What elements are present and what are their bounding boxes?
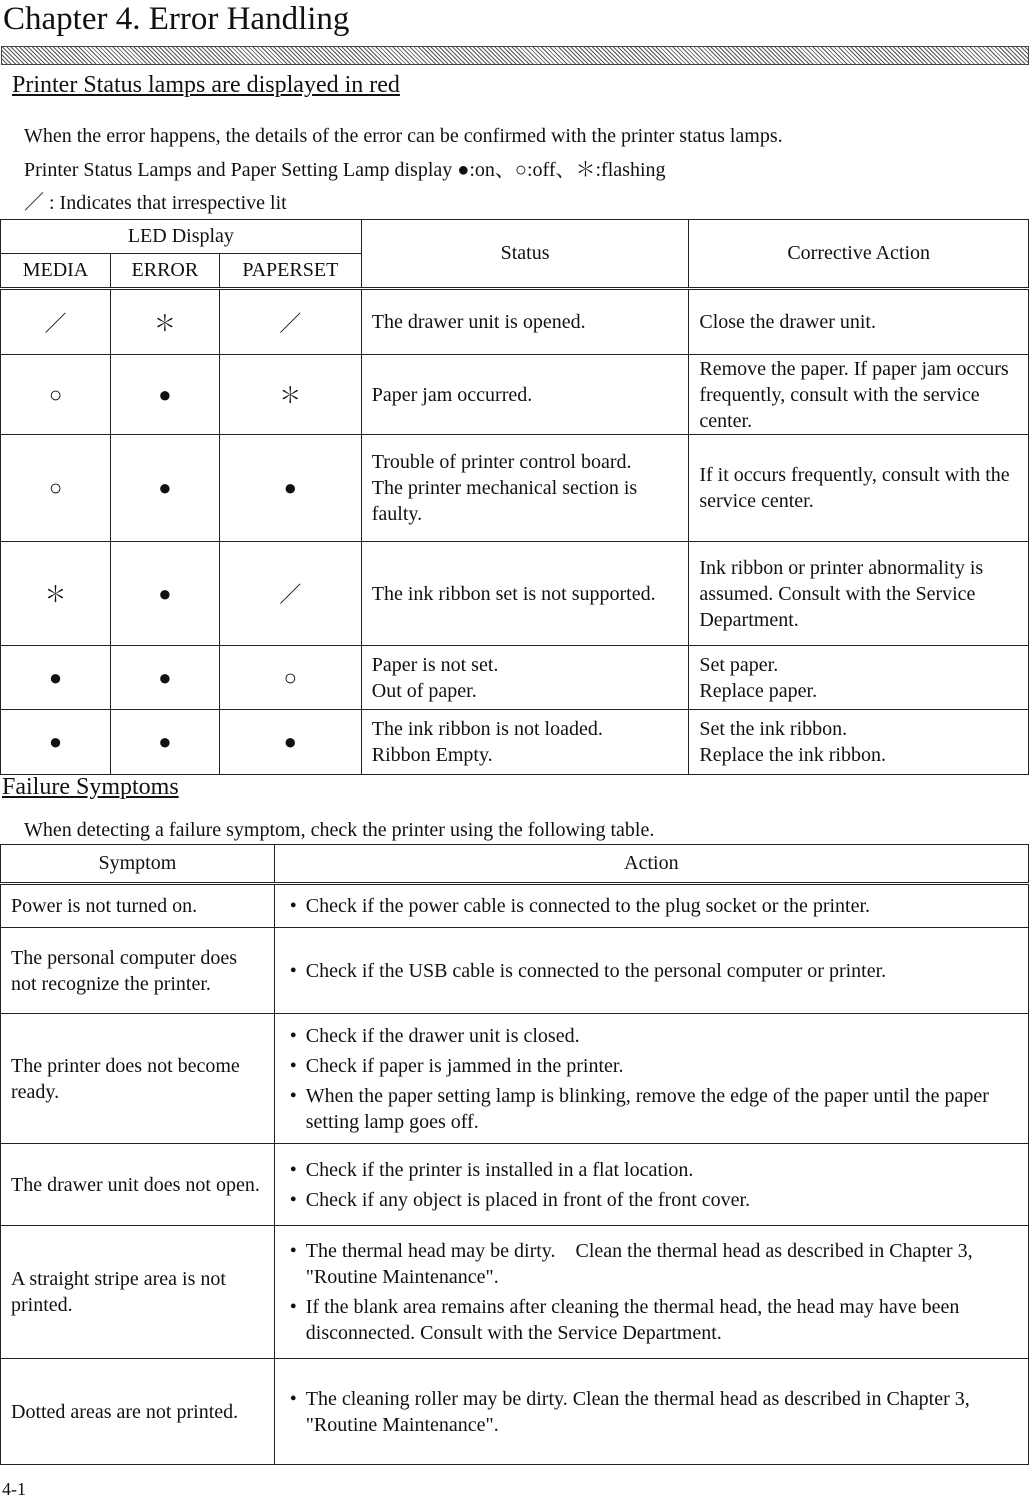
action-bullet-item <box>281 1187 1022 1213</box>
failure-table-row <box>1 884 1029 928</box>
action-cell <box>274 1014 1028 1144</box>
failure-table-row <box>1 1226 1029 1359</box>
action-text: If the blank area remains after cleaning the thermal head, the head may have been disconnected. Consult with the Service Department. <box>305 1296 960 1344</box>
action-cell <box>274 884 1028 928</box>
action-cell <box>274 1144 1028 1226</box>
action-text: Check if the power cable is connected to the plug socket or the printer. <box>305 895 871 917</box>
led-table-row <box>1 355 1029 435</box>
action-cell <box>274 1359 1028 1465</box>
led-table-row <box>1 289 1029 355</box>
error-lamp-state: ＊ <box>110 289 219 355</box>
symptom-header: Symptom <box>1 845 275 884</box>
action-text: The thermal head may be dirty. Clean the thermal head as described in Chapter 3, "Routine Maintenance". <box>305 1240 973 1288</box>
paperset-lamp-state: ／ <box>219 542 361 646</box>
status-text <box>361 289 689 355</box>
action-bullet-item <box>281 1053 1022 1079</box>
error-lamp-state: ● <box>110 710 219 775</box>
bullet-dot: • <box>289 895 297 917</box>
action-text: The cleaning roller may be dirty. Clean the thermal head as described in Chapter 3, "Routine Maintenance". <box>305 1387 970 1436</box>
paperset-lamp-state: ＊ <box>219 355 361 435</box>
status-text-line: Paper is not set. <box>371 653 499 676</box>
section-title-status-lamps: Printer Status lamps are displayed in red <box>12 72 400 98</box>
failure-table-header-row <box>1 845 1029 884</box>
status-text <box>361 710 689 775</box>
corrective-action-text <box>689 355 1029 435</box>
bullet-dot: • <box>289 1084 297 1107</box>
error-lamp-state: ● <box>110 542 219 646</box>
corrective-action-text <box>689 646 1029 710</box>
status-text <box>361 542 689 646</box>
media-lamp-state: ／ <box>1 289 111 355</box>
paperset-lamp-state: ● <box>219 435 361 542</box>
action-text: When the paper setting lamp is blinking, remove the edge of the paper until the paper setting lamp goes off. <box>305 1084 989 1133</box>
failure-table-row <box>1 1144 1029 1226</box>
led-table-row <box>1 710 1029 775</box>
symptom-text: The printer does not become ready. <box>1 1014 275 1144</box>
failure-table-body <box>1 884 1029 1465</box>
media-lamp-state: ＊ <box>1 542 111 646</box>
failure-table-row <box>1 928 1029 1014</box>
corrective-action-text-line: Remove the paper. If paper jam occurs frequently, consult with the service center. <box>699 357 1009 432</box>
intro-line-1: When the error happens, the details of the error can be confirmed with the printer status lamps. <box>24 125 783 147</box>
action-bullet-item <box>281 1083 1022 1135</box>
status-text-line: The ink ribbon is not loaded. <box>371 718 603 740</box>
led-display-header: LED Display <box>1 220 362 254</box>
action-text: Check if paper is jammed in the printer. <box>305 1054 624 1077</box>
status-text <box>361 646 689 710</box>
bullet-dot: • <box>289 1054 297 1077</box>
action-bullet-item <box>281 1157 1022 1183</box>
status-text-line: The ink ribbon set is not supported. <box>371 582 656 605</box>
failure-table-row <box>1 1014 1029 1144</box>
led-status-table <box>0 219 1029 775</box>
bullet-dot: • <box>289 1296 297 1318</box>
error-header: ERROR <box>110 254 219 289</box>
corrective-action-text-line: Ink ribbon or printer abnormality is assumed. Consult with the Service Department. <box>699 556 984 631</box>
paperset-lamp-state: ○ <box>219 646 361 710</box>
led-table-row <box>1 435 1029 542</box>
action-bullet-item <box>281 1294 1022 1346</box>
corrective-action-header: Corrective Action <box>689 220 1029 289</box>
paperset-lamp-state: ● <box>219 710 361 775</box>
paperset-lamp-state: ／ <box>219 289 361 355</box>
failure-table-row <box>1 1359 1029 1465</box>
action-text: Check if the printer is installed in a flat location. <box>305 1158 694 1181</box>
symptom-text: The drawer unit does not open. <box>1 1144 275 1226</box>
symptom-text: Dotted areas are not printed. <box>1 1359 275 1465</box>
corrective-action-text <box>689 289 1029 355</box>
intro-line-2: Printer Status Lamps and Paper Setting Lamp display ●:on、○:off、＊:flashing <box>24 159 666 181</box>
symptom-text: The personal computer does not recognize the printer. <box>1 928 275 1014</box>
page-number: 4-1 <box>2 1479 26 1499</box>
led-table-body <box>1 289 1029 775</box>
intro-line-3: ／ : Indicates that irrespective lit <box>24 192 287 214</box>
action-bullet-item <box>281 1023 1022 1049</box>
status-text-line: Ribbon Empty. <box>371 744 493 766</box>
bullet-dot: • <box>289 1024 297 1047</box>
media-lamp-state: ○ <box>1 355 111 435</box>
led-table-row <box>1 542 1029 646</box>
bullet-dot: • <box>289 1240 297 1262</box>
corrective-action-text-line: Close the drawer unit. <box>699 311 876 333</box>
status-text <box>361 435 689 542</box>
failure-intro: When detecting a failure symptom, check the printer using the following table. <box>24 819 655 841</box>
action-bullet-item <box>281 1386 1022 1438</box>
chapter-title: Chapter 4. Error Handling <box>3 1 350 37</box>
symptom-text: Power is not turned on. <box>1 884 275 928</box>
error-lamp-state: ● <box>110 355 219 435</box>
corrective-action-text-line: Replace paper. <box>699 679 818 702</box>
corrective-action-text-line: Set the ink ribbon. <box>699 718 848 740</box>
paperset-header: PAPERSET <box>219 254 361 289</box>
corrective-action-text-line: Set paper. <box>699 653 779 676</box>
action-bullet-item <box>281 893 1022 919</box>
status-text <box>361 355 689 435</box>
action-text: Check if any object is placed in front of the front cover. <box>305 1188 751 1211</box>
led-table-row <box>1 646 1029 710</box>
bullet-dot: • <box>289 1188 297 1211</box>
status-text-line: The printer mechanical section is faulty. <box>371 477 638 525</box>
action-text: Check if the USB cable is connected to the personal computer or printer. <box>305 959 887 982</box>
section-title-failure-symptoms: Failure Symptoms <box>2 774 179 800</box>
media-lamp-state: ● <box>1 710 111 775</box>
error-lamp-state: ● <box>110 435 219 542</box>
media-lamp-state: ● <box>1 646 111 710</box>
bullet-dot: • <box>289 1158 297 1181</box>
status-text-line: Paper jam occurred. <box>371 383 533 406</box>
failure-symptoms-table <box>0 844 1029 1465</box>
corrective-action-text <box>689 542 1029 646</box>
media-lamp-state: ○ <box>1 435 111 542</box>
led-table-header-row <box>1 220 1029 254</box>
status-text-line: Trouble of printer control board. <box>371 451 632 473</box>
action-bullet-item <box>281 1238 1022 1290</box>
corrective-action-text-line: If it occurs frequently, consult with the service center. <box>699 464 1010 512</box>
action-bullet-item <box>281 958 1022 984</box>
action-text: Check if the drawer unit is closed. <box>305 1024 580 1047</box>
corrective-action-text <box>689 435 1029 542</box>
action-cell <box>274 928 1028 1014</box>
bullet-dot: • <box>289 959 297 982</box>
corrective-action-text-line: Replace the ink ribbon. <box>699 744 886 766</box>
error-lamp-state: ● <box>110 646 219 710</box>
symptom-text: A straight stripe area is not printed. <box>1 1226 275 1359</box>
corrective-action-text <box>689 710 1029 775</box>
status-header: Status <box>361 220 689 289</box>
hatched-divider <box>1 46 1029 65</box>
status-text-line: Out of paper. <box>371 679 477 702</box>
status-text-line: The drawer unit is opened. <box>371 311 586 333</box>
media-header: MEDIA <box>1 254 111 289</box>
action-cell <box>274 1226 1028 1359</box>
bullet-dot: • <box>289 1387 297 1410</box>
action-header: Action <box>274 845 1028 884</box>
